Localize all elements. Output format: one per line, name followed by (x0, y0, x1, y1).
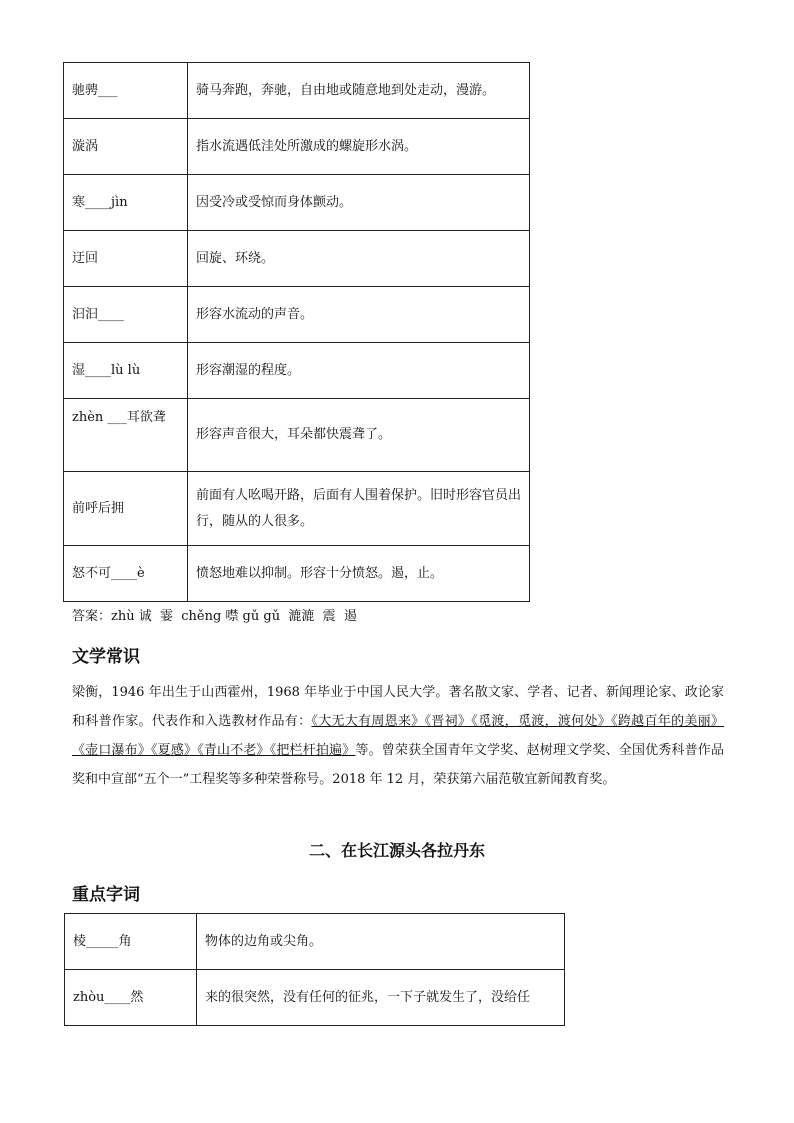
definition-cell: 骑马奔跑，奔驰，自由地或随意地到处走动，漫游。 (188, 63, 530, 119)
term-cell: 寒____jìn (64, 175, 188, 231)
keywords-table (64, 913, 565, 1026)
table-row (64, 119, 530, 175)
table-row (64, 546, 530, 602)
definition-cell: 回旋、环绕。 (188, 231, 530, 287)
answer-line: 答案：zhù 诚 霎 chěng 噤 gǔ gǔ 漉漉 震 遏 (72, 609, 357, 624)
chapter-title: 二、在长江源头各拉丹东 (308, 841, 485, 860)
term-cell: 漩涡 (64, 119, 188, 175)
definition-cell: 愤怒地难以抑制。形容十分愤怒。遏，止。 (188, 546, 530, 602)
term-cell: 湿____lù lù (64, 343, 188, 399)
works-list: 《大无大有周恩来》《晋祠》《觅渡，觅渡，渡何处》《跨越百年的美丽》《壶口瀑布》《夏感》《青山不老》《把栏杆拍遍》 (72, 714, 724, 758)
term-cell: 驰骋___ (64, 63, 188, 119)
table-row (64, 63, 530, 119)
definition-cell: 形容水流动的声音。 (188, 287, 530, 343)
term-cell: 汩汩____ (64, 287, 188, 343)
table-row (64, 343, 530, 399)
literature-heading: 文学常识 (72, 647, 140, 667)
term-cell: 怒不可____è (64, 546, 188, 602)
definition-cell: 指水流遇低洼处所激成的螺旋形水涡。 (188, 119, 530, 175)
term-cell: 前呼后拥 (64, 472, 188, 546)
keywords-heading: 重点字词 (72, 885, 140, 905)
author-intro-text: 梁衡，1946 年出生于山西霍州，1968 年毕业于中国人民大学。著名散文家、学者、记者、新闻理论家、政论家和科普作家。代表作和入选教材作品有： (72, 685, 724, 729)
vocabulary-table (63, 62, 530, 602)
table-row (64, 175, 530, 231)
literature-paragraph (72, 678, 724, 794)
term-cell: zhòu____然 (65, 970, 197, 1026)
definition-cell: 物体的边角或尖角。 (197, 914, 565, 970)
table-row (64, 287, 530, 343)
table-row (64, 472, 530, 546)
table-row (64, 399, 530, 472)
definition-cell: 形容潮湿的程度。 (188, 343, 530, 399)
definition-cell: 形容声音很大，耳朵都快震聋了。 (188, 399, 530, 472)
table-row (64, 231, 530, 287)
definition-cell: 来的很突然，没有任何的征兆，一下子就发生了，没给任 (197, 970, 565, 1026)
awards-text: 等。曾荣获全国青年文学奖、赵树理文学奖、全国优秀科普作品奖和中宣部“五个一”工程奖等多种荣誉称号。2018 年 12 月，荣获第六届范敬宜新闻教育奖。 (72, 743, 724, 787)
term-cell: zhèn ___耳欲聋 (64, 399, 188, 472)
term-cell: 迂回 (64, 231, 188, 287)
definition-cell: 前面有人吆喝开路，后面有人围着保护。旧时形容官员出行，随从的人很多。 (188, 472, 530, 546)
table-row (65, 970, 565, 1026)
definition-cell: 因受冷或受惊而身体颤动。 (188, 175, 530, 231)
table-row (65, 914, 565, 970)
term-cell: 棱_____角 (65, 914, 197, 970)
